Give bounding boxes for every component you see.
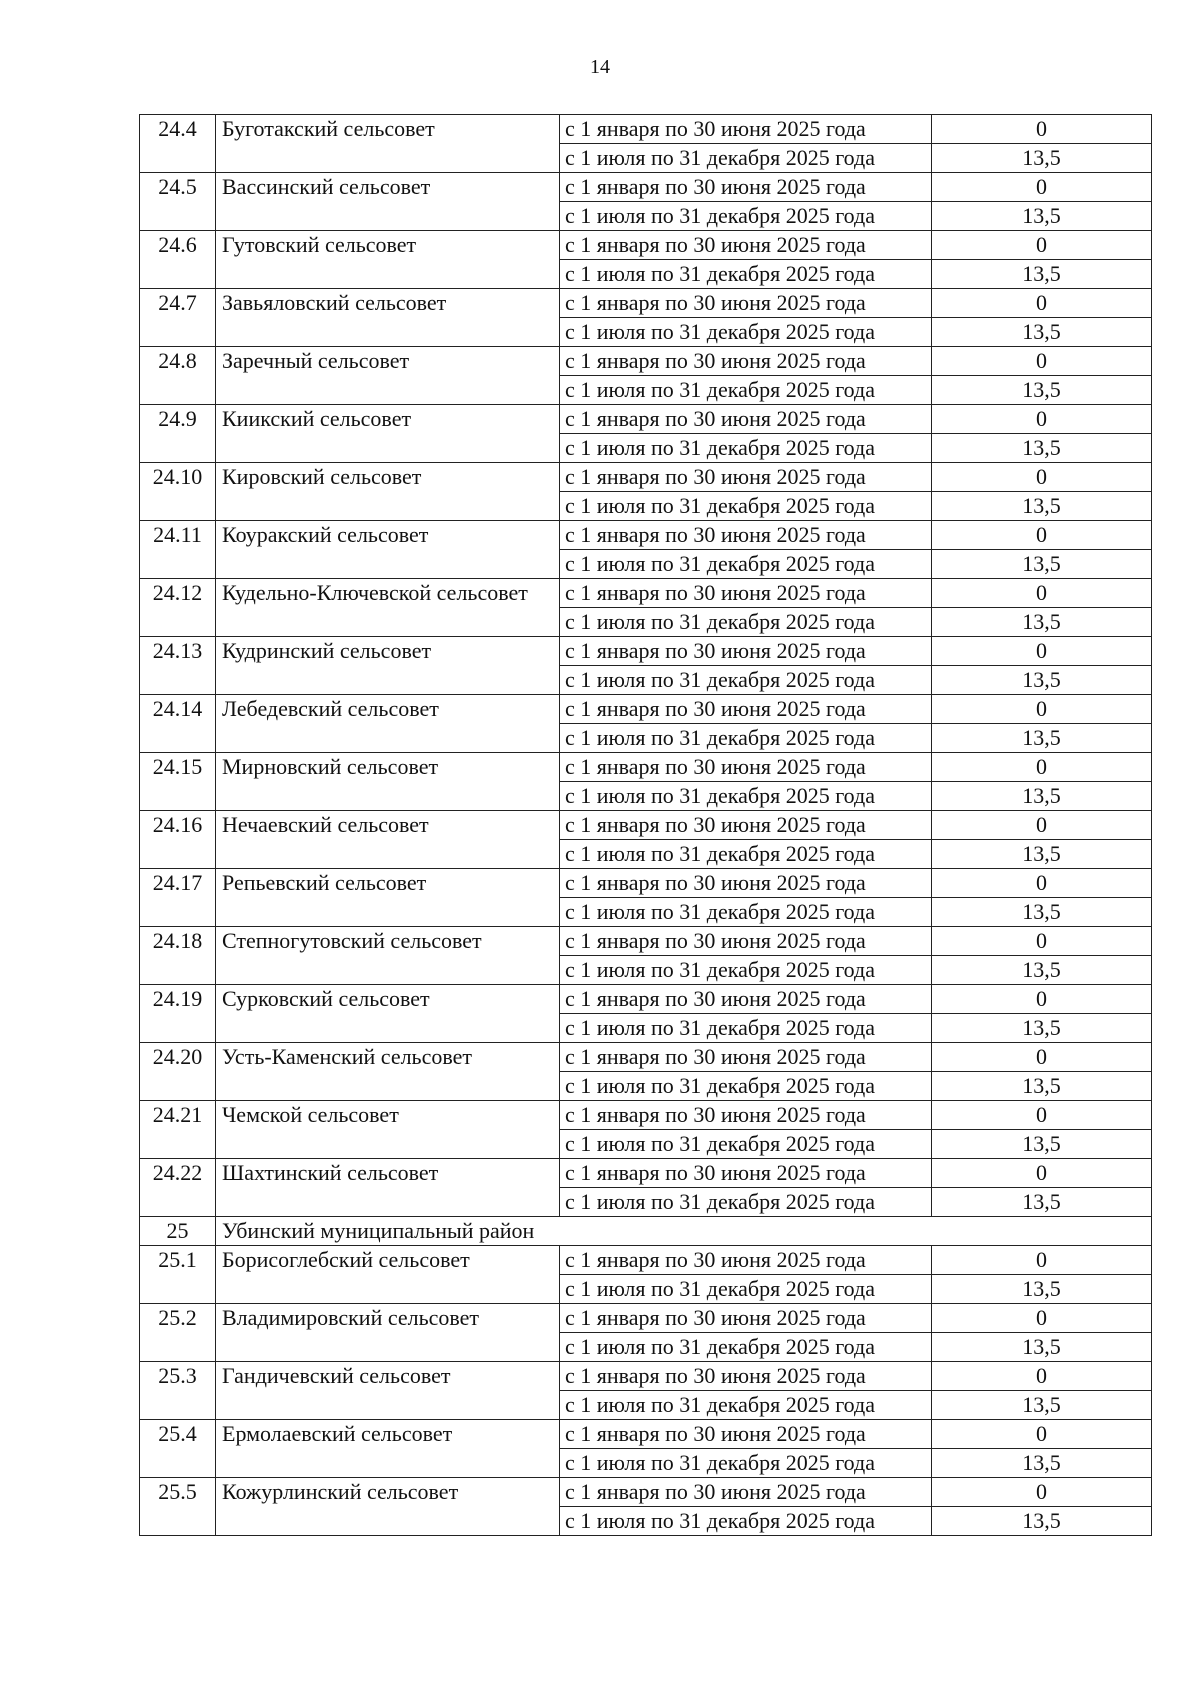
value-first-half: 0 (932, 1101, 1152, 1130)
table-row (140, 1478, 1152, 1507)
council-name: Владимировский сельсовет (216, 1304, 560, 1362)
value-first-half: 0 (932, 695, 1152, 724)
value-first-half: 0 (932, 1304, 1152, 1333)
row-number: 24.16 (140, 811, 216, 869)
table-row (140, 927, 1152, 956)
value-first-half: 0 (932, 173, 1152, 202)
row-number: 24.12 (140, 579, 216, 637)
period-second-half: с 1 июля по 31 декабря 2025 года (560, 318, 932, 347)
table-row (140, 231, 1152, 260)
council-name: Завьяловский сельсовет (216, 289, 560, 347)
row-number: 24.7 (140, 289, 216, 347)
council-name: Коуракский сельсовет (216, 521, 560, 579)
value-first-half: 0 (932, 811, 1152, 840)
council-name: Репьевский сельсовет (216, 869, 560, 927)
council-name: Киикский сельсовет (216, 405, 560, 463)
value-first-half: 0 (932, 869, 1152, 898)
value-second-half: 13,5 (932, 1391, 1152, 1420)
table-row (140, 1246, 1152, 1275)
value-first-half: 0 (932, 347, 1152, 376)
value-first-half: 0 (932, 231, 1152, 260)
council-name: Гандичевский сельсовет (216, 1362, 560, 1420)
tariff-table (139, 114, 1152, 1536)
value-first-half: 0 (932, 1420, 1152, 1449)
value-first-half: 0 (932, 637, 1152, 666)
period-second-half: с 1 июля по 31 декабря 2025 года (560, 724, 932, 753)
council-name: Кировский сельсовет (216, 463, 560, 521)
value-second-half: 13,5 (932, 144, 1152, 173)
table-row (140, 521, 1152, 550)
period-first-half: с 1 января по 30 июня 2025 года (560, 1420, 932, 1449)
period-first-half: с 1 января по 30 июня 2025 года (560, 927, 932, 956)
row-number: 24.15 (140, 753, 216, 811)
period-second-half: с 1 июля по 31 декабря 2025 года (560, 202, 932, 231)
value-first-half: 0 (932, 927, 1152, 956)
value-second-half: 13,5 (932, 434, 1152, 463)
period-first-half: с 1 января по 30 июня 2025 года (560, 1304, 932, 1333)
period-first-half: с 1 января по 30 июня 2025 года (560, 637, 932, 666)
period-second-half: с 1 июля по 31 декабря 2025 года (560, 1014, 932, 1043)
period-first-half: с 1 января по 30 июня 2025 года (560, 1362, 932, 1391)
council-name: Лебедевский сельсовет (216, 695, 560, 753)
value-second-half: 13,5 (932, 1130, 1152, 1159)
table-row (140, 463, 1152, 492)
period-first-half: с 1 января по 30 июня 2025 года (560, 521, 932, 550)
row-number: 24.19 (140, 985, 216, 1043)
period-first-half: с 1 января по 30 июня 2025 года (560, 753, 932, 782)
value-second-half: 13,5 (932, 956, 1152, 985)
council-name: Ермолаевский сельсовет (216, 1420, 560, 1478)
district-name: Убинский муниципальный район (216, 1217, 1152, 1246)
period-first-half: с 1 января по 30 июня 2025 года (560, 289, 932, 318)
row-number: 24.8 (140, 347, 216, 405)
period-first-half: с 1 января по 30 июня 2025 года (560, 985, 932, 1014)
value-second-half: 13,5 (932, 550, 1152, 579)
period-first-half: с 1 января по 30 июня 2025 года (560, 579, 932, 608)
council-name: Сурковский сельсовет (216, 985, 560, 1043)
value-first-half: 0 (932, 985, 1152, 1014)
table-row (140, 347, 1152, 376)
period-second-half: с 1 июля по 31 декабря 2025 года (560, 144, 932, 173)
period-second-half: с 1 июля по 31 декабря 2025 года (560, 1391, 932, 1420)
period-second-half: с 1 июля по 31 декабря 2025 года (560, 1507, 932, 1536)
table-row (140, 405, 1152, 434)
value-second-half: 13,5 (932, 492, 1152, 521)
value-first-half: 0 (932, 521, 1152, 550)
row-number: 24.13 (140, 637, 216, 695)
value-first-half: 0 (932, 1478, 1152, 1507)
value-second-half: 13,5 (932, 608, 1152, 637)
council-name: Кудринский сельсовет (216, 637, 560, 695)
period-second-half: с 1 июля по 31 декабря 2025 года (560, 1275, 932, 1304)
table-row (140, 811, 1152, 840)
value-second-half: 13,5 (932, 260, 1152, 289)
value-first-half: 0 (932, 115, 1152, 144)
table-row (140, 173, 1152, 202)
value-second-half: 13,5 (932, 840, 1152, 869)
value-second-half: 13,5 (932, 1072, 1152, 1101)
period-second-half: с 1 июля по 31 декабря 2025 года (560, 956, 932, 985)
row-number: 24.4 (140, 115, 216, 173)
council-name: Кудельно-Ключевской сельсовет (216, 579, 560, 637)
value-second-half: 13,5 (932, 202, 1152, 231)
period-second-half: с 1 июля по 31 декабря 2025 года (560, 898, 932, 927)
period-second-half: с 1 июля по 31 декабря 2025 года (560, 782, 932, 811)
row-number: 25.1 (140, 1246, 216, 1304)
value-second-half: 13,5 (932, 724, 1152, 753)
row-number: 25.3 (140, 1362, 216, 1420)
period-first-half: с 1 января по 30 июня 2025 года (560, 695, 932, 724)
value-first-half: 0 (932, 1362, 1152, 1391)
period-second-half: с 1 июля по 31 декабря 2025 года (560, 1188, 932, 1217)
value-first-half: 0 (932, 289, 1152, 318)
row-number: 25 (140, 1217, 216, 1246)
table-row (140, 579, 1152, 608)
table-row (140, 1304, 1152, 1333)
value-second-half: 13,5 (932, 1507, 1152, 1536)
value-second-half: 13,5 (932, 782, 1152, 811)
table-row (140, 869, 1152, 898)
period-second-half: с 1 июля по 31 декабря 2025 года (560, 840, 932, 869)
period-first-half: с 1 января по 30 июня 2025 года (560, 1478, 932, 1507)
council-name: Нечаевский сельсовет (216, 811, 560, 869)
period-first-half: с 1 января по 30 июня 2025 года (560, 463, 932, 492)
table-row (140, 115, 1152, 144)
period-first-half: с 1 января по 30 июня 2025 года (560, 231, 932, 260)
table-row (140, 985, 1152, 1014)
period-first-half: с 1 января по 30 июня 2025 года (560, 869, 932, 898)
table-body (140, 115, 1152, 1536)
period-second-half: с 1 июля по 31 декабря 2025 года (560, 608, 932, 637)
council-name: Борисоглебский сельсовет (216, 1246, 560, 1304)
table-row (140, 1043, 1152, 1072)
row-number: 24.10 (140, 463, 216, 521)
row-number: 24.6 (140, 231, 216, 289)
council-name: Чемской сельсовет (216, 1101, 560, 1159)
value-second-half: 13,5 (932, 1449, 1152, 1478)
value-second-half: 13,5 (932, 318, 1152, 347)
value-second-half: 13,5 (932, 1188, 1152, 1217)
period-first-half: с 1 января по 30 июня 2025 года (560, 811, 932, 840)
value-first-half: 0 (932, 1043, 1152, 1072)
period-first-half: с 1 января по 30 июня 2025 года (560, 1101, 932, 1130)
row-number: 24.22 (140, 1159, 216, 1217)
value-second-half: 13,5 (932, 1275, 1152, 1304)
value-first-half: 0 (932, 405, 1152, 434)
period-second-half: с 1 июля по 31 декабря 2025 года (560, 492, 932, 521)
period-first-half: с 1 января по 30 июня 2025 года (560, 347, 932, 376)
value-first-half: 0 (932, 1159, 1152, 1188)
period-first-half: с 1 января по 30 июня 2025 года (560, 1043, 932, 1072)
value-first-half: 0 (932, 753, 1152, 782)
table-row (140, 695, 1152, 724)
value-second-half: 13,5 (932, 376, 1152, 405)
council-name: Гутовский сельсовет (216, 231, 560, 289)
value-second-half: 13,5 (932, 1333, 1152, 1362)
table-row (140, 753, 1152, 782)
district-header-row (140, 1217, 1152, 1246)
table-row (140, 1159, 1152, 1188)
period-first-half: с 1 января по 30 июня 2025 года (560, 405, 932, 434)
row-number: 24.9 (140, 405, 216, 463)
period-second-half: с 1 июля по 31 декабря 2025 года (560, 666, 932, 695)
period-first-half: с 1 января по 30 июня 2025 года (560, 1159, 932, 1188)
row-number: 24.18 (140, 927, 216, 985)
period-second-half: с 1 июля по 31 декабря 2025 года (560, 434, 932, 463)
value-first-half: 0 (932, 579, 1152, 608)
council-name: Мирновский сельсовет (216, 753, 560, 811)
row-number: 25.4 (140, 1420, 216, 1478)
table-row (140, 637, 1152, 666)
council-name: Степногутовский сельсовет (216, 927, 560, 985)
table-row (140, 1101, 1152, 1130)
council-name: Вассинский сельсовет (216, 173, 560, 231)
row-number: 24.14 (140, 695, 216, 753)
page-number: 14 (590, 56, 610, 78)
row-number: 25.5 (140, 1478, 216, 1536)
value-second-half: 13,5 (932, 898, 1152, 927)
council-name: Заречный сельсовет (216, 347, 560, 405)
period-second-half: с 1 июля по 31 декабря 2025 года (560, 1130, 932, 1159)
row-number: 24.5 (140, 173, 216, 231)
value-first-half: 0 (932, 1246, 1152, 1275)
table-row (140, 1362, 1152, 1391)
period-second-half: с 1 июля по 31 декабря 2025 года (560, 550, 932, 579)
row-number: 24.17 (140, 869, 216, 927)
council-name: Буготакский сельсовет (216, 115, 560, 173)
period-second-half: с 1 июля по 31 декабря 2025 года (560, 1449, 932, 1478)
period-second-half: с 1 июля по 31 декабря 2025 года (560, 1333, 932, 1362)
period-first-half: с 1 января по 30 июня 2025 года (560, 1246, 932, 1275)
table-row (140, 1420, 1152, 1449)
period-second-half: с 1 июля по 31 декабря 2025 года (560, 260, 932, 289)
value-second-half: 13,5 (932, 666, 1152, 695)
row-number: 24.20 (140, 1043, 216, 1101)
period-second-half: с 1 июля по 31 декабря 2025 года (560, 1072, 932, 1101)
value-second-half: 13,5 (932, 1014, 1152, 1043)
value-first-half: 0 (932, 463, 1152, 492)
period-first-half: с 1 января по 30 июня 2025 года (560, 173, 932, 202)
council-name: Шахтинский сельсовет (216, 1159, 560, 1217)
council-name: Усть-Каменский сельсовет (216, 1043, 560, 1101)
row-number: 24.21 (140, 1101, 216, 1159)
table-row (140, 289, 1152, 318)
period-first-half: с 1 января по 30 июня 2025 года (560, 115, 932, 144)
council-name: Кожурлинский сельсовет (216, 1478, 560, 1536)
row-number: 24.11 (140, 521, 216, 579)
row-number: 25.2 (140, 1304, 216, 1362)
period-second-half: с 1 июля по 31 декабря 2025 года (560, 376, 932, 405)
